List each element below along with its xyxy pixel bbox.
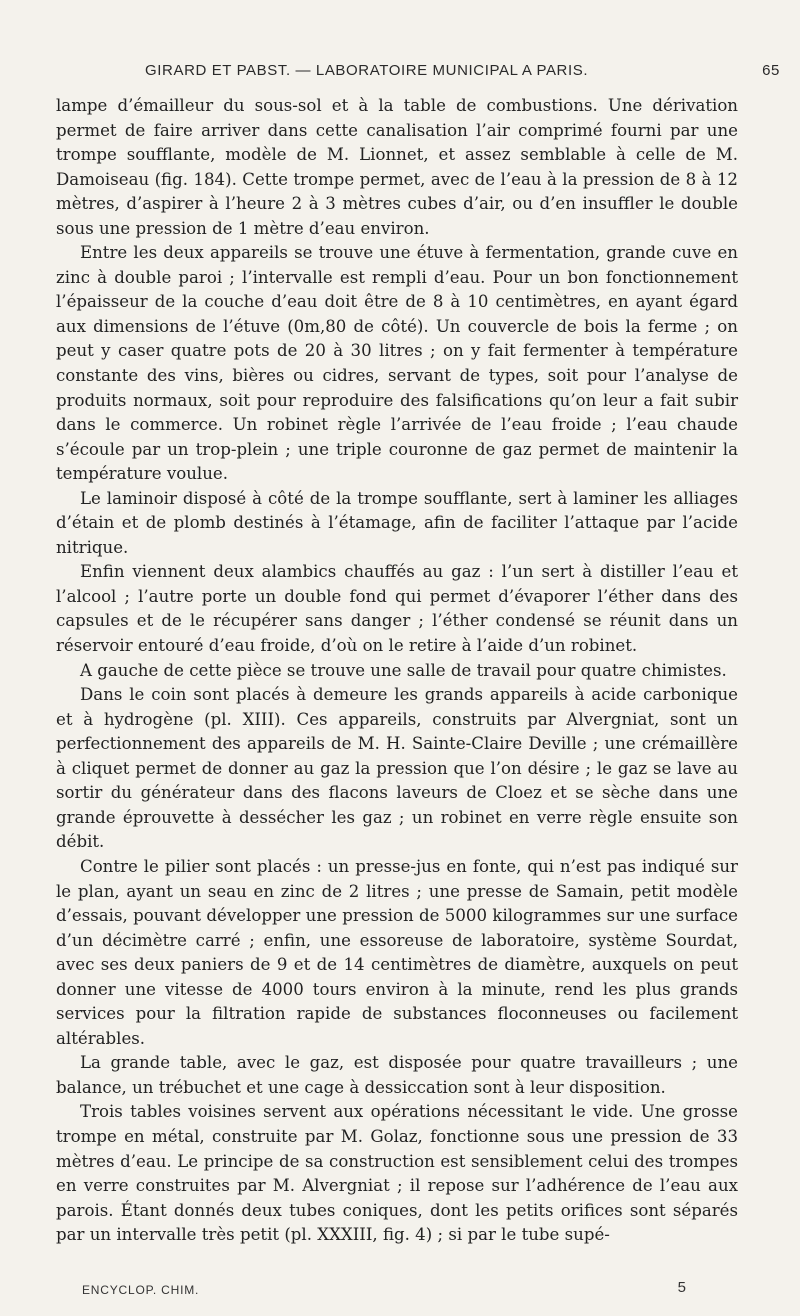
paragraph-5: A gauche de cette pièce se trouve une salle de travail pour quatre chimistes.: [80, 660, 727, 680]
page-number: 65: [762, 62, 780, 79]
paragraph-7: Contre le pilier sont placés : un presse-jus en fonte, qui n’est pas indiqué sur le plan, ayant un seau en zinc de 2 litres ; une presse de Samain, petit modèle d’essais, pouvant développer une pression de 5000 kilogrammes sur une surface d’un décimètre carré ; enfin, une essoreuse de laboratoire, système Sourdat, avec ses deux paniers de 9 et de 14 centimètres de diamètre, auxquels on peut donner une vitesse de 4000 tours environ à la minute, rend les plus grands services pour la filtration rapide de substances floconneuses ou facilement altérables.: [56, 856, 738, 1048]
paragraph-2: Entre les deux appareils se trouve une étuve à fermentation, grande cuve en zinc à double paroi ; l’intervalle est rempli d’eau. Pour un bon fonctionnement l’épaisseur de la couche d’eau doit être de 8 à 10 centimètres, en ayant égard aux dimensions de l’étuve (0m,80 de côté). Un couvercle de bois la ferme ; on peut y caser quatre pots de 20 à 30 litres ; on y fait fermenter à température constante des vins, bières ou cidres, servant de types, soit pour l’analyse de produits normaux, soit pour reproduire des falsifications qu’on leur a fait subir dans le commerce. Un robinet règle l’arrivée de l’eau froide ; l’eau chaude s’écoule par un trop-plein ; une triple couronne de gaz permet de maintenir la température voulue.: [56, 243, 738, 484]
paragraph-4: Enfin viennent deux alambics chauffés au gaz : l’un sert à distiller l’eau et l’alcool ; l’autre porte un double fond qui permet d’évaporer l’éther dans des capsules et de le récupérer sans danger ; l’éther condensé se réunit dans un réservoir entouré d’eau froide, d’où on le retire à l’aide d’un robinet.: [56, 562, 738, 656]
signature-mark: ENCYCLOP. CHIM.: [82, 1283, 200, 1297]
paragraph-6: Dans le coin sont placés à demeure les grands appareils à acide carbonique et à hydrogène (pl. XIII). Ces appareils, construits par Alvergniat, sont un perfectionnement des appareils de M. H. Sainte-Claire Deville ; une crémaillère à cliquet permet de donner au gaz la pression que l’on désire ; le gaz se lave au sortir du générateur dans des flacons laveurs de Cloez et se sèche dans une grande éprouvette à dessécher les gaz ; un robinet en verre règle ensuite son débit.: [56, 685, 738, 852]
running-title: GIRARD ET PABST. — LABORATOIRE MUNICIPAL A PARIS.: [145, 62, 589, 79]
body-text: [56, 94, 738, 1248]
paragraph-8: La grande table, avec le gaz, est disposée pour quatre travailleurs ; une balance, un trébuchet et une cage à dessiccation sont à leur disposition.: [56, 1053, 738, 1097]
paragraph-3: Le laminoir disposé à côté de la trompe soufflante, sert à laminer les alliages d’étain et de plomb destinés à l’étamage, afin de faciliter l’attaque par l’acide nitrique.: [56, 488, 738, 557]
paragraph-1: lampe d’émailleur du sous-sol et à la table de combustions. Une dérivation permet de faire arriver dans cette canalisation l’air comprimé fourni par une trompe soufflante, modèle de M. Lionnet, et assez semblable à celle de M. Damoiseau (fig. 184). Cette trompe permet, avec de l’eau à la pression de 8 à 12 mètres, d’aspirer à l’heure 2 à 3 mètres cubes d’air, ou d’en insuffler le double sous une pression de 1 mètre d’eau environ.: [56, 96, 738, 238]
running-header: [60, 62, 780, 86]
sheet-number: 5: [677, 1279, 686, 1296]
paragraph-9: Trois tables voisines servent aux opérations nécessitant le vide. Une grosse trompe en métal, construite par M. Golaz, fonctionne sous une pression de 33 mètres d’eau. Le principe de sa construction est sensiblement celui des trompes en verre construites par M. Alvergniat ; il repose sur l’adhérence de l’eau aux parois. Étant donnés deux tubes coniques, dont les petits orifices sont séparés par un intervalle très petit (pl. XXXIII, fig. 4) ; si par le tube supé-: [56, 1102, 738, 1245]
page-footer: [82, 1279, 686, 1303]
